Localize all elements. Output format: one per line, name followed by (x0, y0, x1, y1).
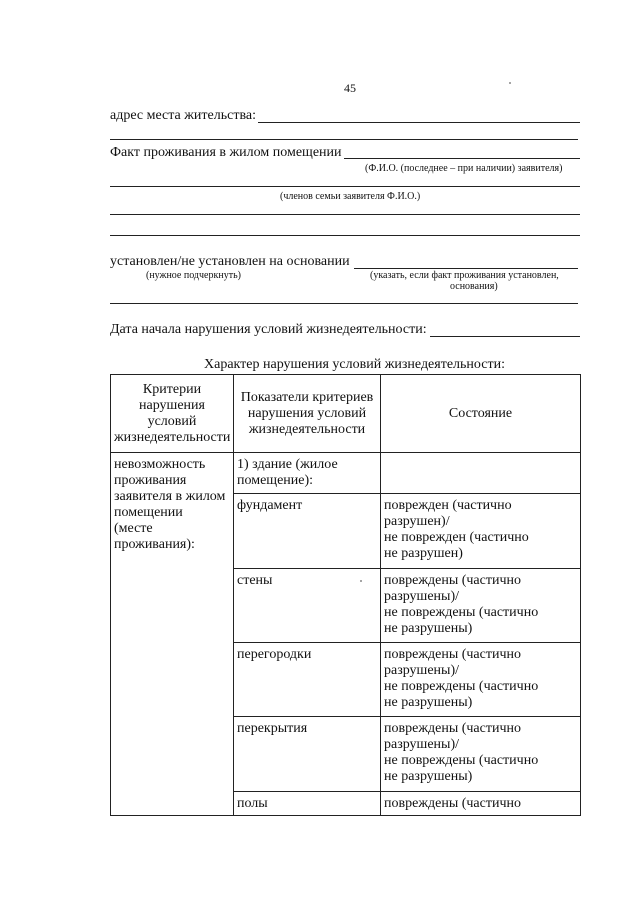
header-indicators-line: Показатели критериев (240, 389, 374, 405)
address-line (258, 122, 580, 123)
state-line: не поврежден (частично (384, 530, 529, 545)
violation-table (110, 374, 581, 816)
address-label: адрес места жительства: (110, 108, 256, 123)
residence-hint-family: (членов семьи заявителя Ф.И.О.) (280, 191, 421, 202)
residence-label: Факт проживания в жилом помещении (110, 145, 342, 160)
header-criteria-line: условий (147, 413, 197, 429)
state-cell (381, 643, 581, 717)
state-line: не разрушены) (384, 769, 473, 784)
indicator-cell: стены (234, 569, 381, 643)
header-criteria-line: Критерии (142, 381, 202, 397)
criterion-line: невозможность (114, 457, 206, 472)
state-line: повреждены (частично (384, 796, 521, 811)
basis-hint-right-1: (указать, если факт проживания установлен, (370, 270, 559, 281)
state-line: поврежден (частично (384, 498, 512, 513)
state-line: разрушены)/ (384, 663, 460, 678)
building-label-line: помещение): (237, 473, 314, 488)
criterion-line: заявителя в жилом (114, 489, 226, 504)
table-row (111, 453, 581, 494)
criterion-cell (111, 453, 234, 816)
building-label-line: 1) здание (жилое (237, 457, 338, 472)
header-state: Состояние (381, 375, 581, 453)
state-line: разрушены)/ (384, 589, 460, 604)
basis-hint-right-2: основания) (450, 281, 498, 292)
empty-state-cell (381, 453, 581, 494)
state-cell (381, 569, 581, 643)
state-line: повреждены (частично (384, 647, 521, 662)
indicator-cell: фундамент (234, 494, 381, 569)
family-line-2 (110, 214, 580, 215)
residence-line (344, 158, 580, 159)
header-criteria-line: жизнедеятельности (114, 429, 231, 445)
state-cell (381, 717, 581, 792)
start-date-label: Дата начала нарушения условий жизнедеятельности: (110, 322, 427, 337)
indicator-cell: перекрытия (234, 717, 381, 792)
page-number: 45 (344, 81, 356, 95)
header-criteria (111, 375, 234, 453)
indicator-cell: перегородки (234, 643, 381, 717)
state-line: не разрушены) (384, 695, 473, 710)
building-label-cell (234, 453, 381, 494)
state-line: повреждены (частично (384, 573, 521, 588)
state-cell (381, 792, 581, 816)
criterion-line: (месте (114, 521, 153, 536)
family-line-3 (110, 235, 580, 236)
header-indicators (234, 375, 381, 453)
table-header-row (111, 375, 581, 453)
scan-speck (360, 580, 362, 582)
family-line (110, 186, 580, 187)
state-line: не разрушен) (384, 546, 463, 561)
state-line: не повреждены (частично (384, 605, 539, 620)
address-line-2 (110, 139, 578, 140)
header-indicators-line: нарушения условий (247, 405, 367, 421)
indicator-cell: полы (234, 792, 381, 816)
state-line: разрушен)/ (384, 514, 450, 529)
residence-hint-applicant: (Ф.И.О. (последнее – при наличии) заявителя) (365, 163, 563, 174)
state-line: повреждены (частично (384, 721, 521, 736)
basis-line (354, 268, 578, 269)
basis-hint-left: (нужное подчеркнуть) (146, 270, 241, 281)
state-line: не повреждены (частично (384, 679, 539, 694)
scan-speck (509, 82, 511, 84)
state-line: не разрушены) (384, 621, 473, 636)
state-line: разрушены)/ (384, 737, 460, 752)
criterion-line: проживания (114, 473, 187, 488)
criterion-line: помещении (114, 505, 183, 520)
basis-label: установлен/не установлен на основании (110, 254, 350, 269)
state-cell (381, 494, 581, 569)
basis-line-2 (110, 303, 578, 304)
header-criteria-line: нарушения (139, 397, 205, 413)
header-indicators-line: жизнедеятельности (248, 421, 366, 437)
state-line: не повреждены (частично (384, 753, 539, 768)
table-title: Характер нарушения условий жизнедеятельности: (204, 357, 505, 372)
start-date-line (430, 336, 580, 337)
criterion-line: проживания): (114, 537, 195, 552)
